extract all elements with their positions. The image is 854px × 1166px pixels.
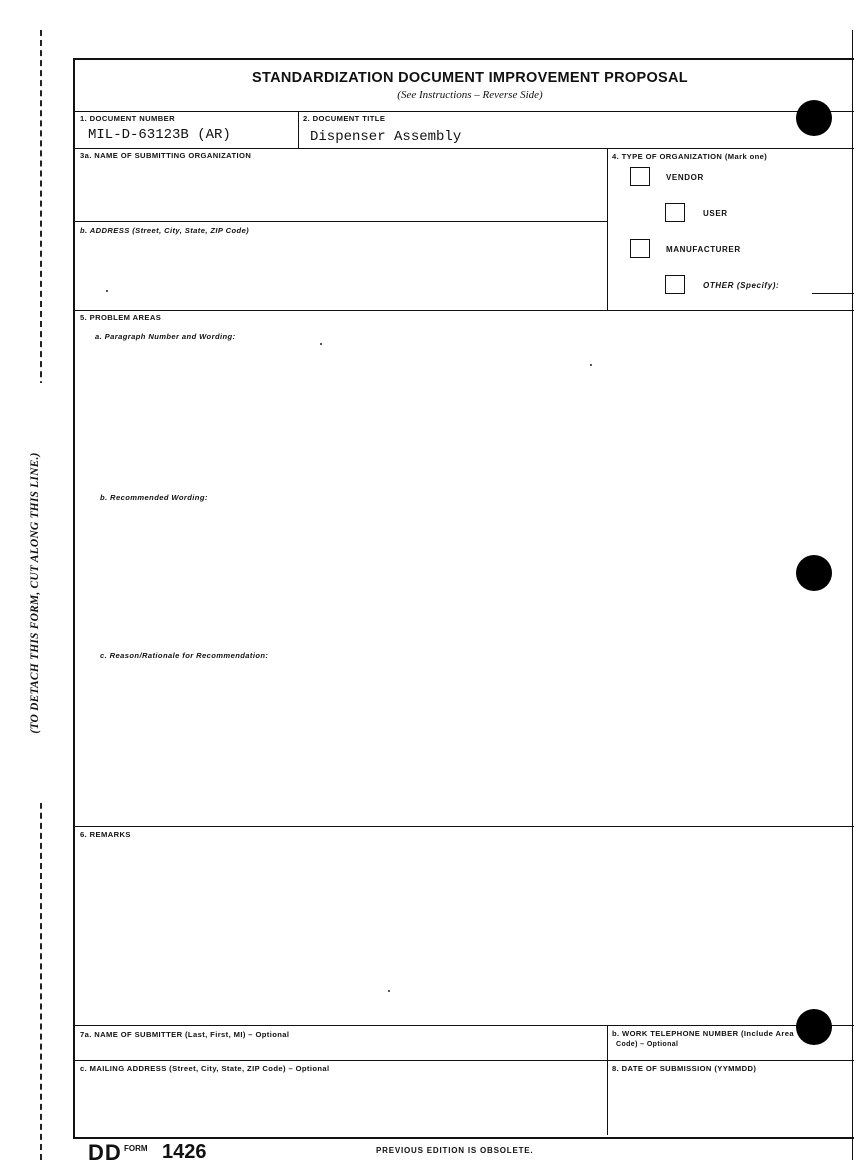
divider-7 [607, 1025, 608, 1135]
doc-number-label: 1. DOCUMENT NUMBER [80, 114, 175, 123]
vendor-checkbox[interactable] [630, 167, 650, 186]
mark [106, 290, 108, 292]
work-phone-label-2: Code) – Optional [616, 1041, 679, 1048]
doc-title-label: 2. DOCUMENT TITLE [303, 114, 386, 123]
right-edge [852, 30, 853, 1160]
mark [590, 364, 592, 366]
rule-section6 [75, 826, 854, 827]
rule-header [75, 111, 854, 112]
recommended-wording-label: b. Recommended Wording: [100, 493, 208, 502]
divider-3-4 [607, 148, 608, 310]
rule-section7 [75, 1025, 854, 1026]
rule-row1 [75, 148, 607, 149]
rule-7c [75, 1060, 854, 1061]
submitter-name-label: 7a. NAME OF SUBMITTER (Last, First, MI) – Optional [80, 1030, 290, 1039]
mailing-address-label: c. MAILING ADDRESS (Street, City, State, ZIP Code) – Optional [80, 1064, 330, 1073]
doc-title-value[interactable]: Dispenser Assembly [310, 129, 462, 145]
footer-form-label: FORM [124, 1144, 148, 1153]
rule-3a-3b [75, 221, 607, 222]
footer-previous-edition: PREVIOUS EDITION IS OBSOLETE. [376, 1146, 534, 1155]
problem-areas-label: 5. PROBLEM AREAS [80, 313, 162, 322]
paragraph-wording-label: a. Paragraph Number and Wording: [95, 332, 236, 341]
org-type-label: 4. TYPE OF ORGANIZATION (Mark one) [612, 152, 768, 161]
punch-hole-middle [796, 555, 832, 591]
footer-form-number: 1426 [162, 1141, 207, 1163]
rule-row1-right [607, 148, 854, 149]
mark [388, 990, 390, 992]
form-title: STANDARDIZATION DOCUMENT IMPROVEMENT PROPOSAL [252, 70, 688, 86]
divider-1-2 [298, 111, 299, 148]
manufacturer-label: MANUFACTURER [666, 245, 741, 254]
footer-dd: DD [88, 1140, 122, 1165]
other-label: OTHER (Specify): [703, 281, 780, 290]
remarks-label: 6. REMARKS [80, 830, 131, 839]
mark [320, 343, 322, 345]
form-subtitle: (See Instructions – Reverse Side) [397, 89, 543, 101]
org-name-label: 3a. NAME OF SUBMITTING ORGANIZATION [80, 151, 252, 160]
work-phone-label: b. WORK TELEPHONE NUMBER (Include Area [612, 1029, 794, 1038]
punch-hole-bottom [796, 1009, 832, 1045]
manufacturer-checkbox[interactable] [630, 239, 650, 258]
address-label: b. ADDRESS (Street, City, State, ZIP Code) [80, 226, 250, 235]
user-label: USER [703, 209, 728, 218]
other-checkbox[interactable] [665, 275, 685, 294]
punch-hole-top [796, 100, 832, 136]
detach-instruction: (TO DETACH THIS FORM, CUT ALONG THIS LINE.) [29, 383, 45, 803]
doc-number-value[interactable]: MIL-D-63123B (AR) [88, 127, 231, 143]
vendor-label: VENDOR [666, 173, 704, 182]
user-checkbox[interactable] [665, 203, 685, 222]
rationale-label: c. Reason/Rationale for Recommendation: [100, 651, 269, 660]
rule-section5 [75, 310, 854, 311]
other-specify-line[interactable] [812, 293, 854, 294]
date-submission-label: 8. DATE OF SUBMISSION (YYMMDD) [612, 1064, 757, 1073]
